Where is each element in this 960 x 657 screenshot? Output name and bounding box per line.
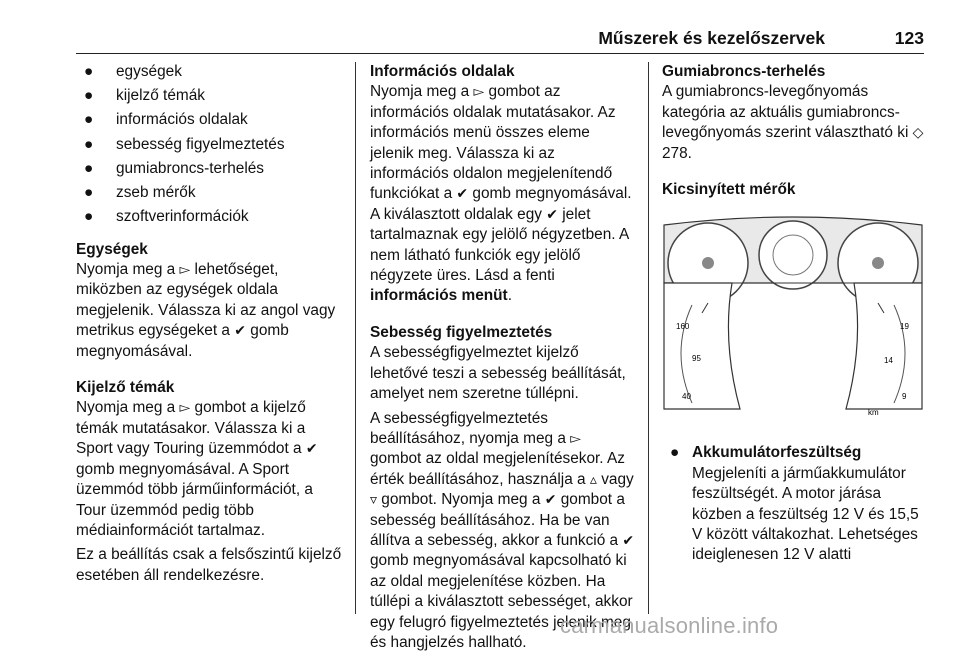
tick-label: 9: [902, 392, 907, 402]
header-rule: [76, 53, 924, 54]
bullet-icon: ●: [84, 208, 94, 226]
tick-label: 14: [884, 356, 893, 366]
column-divider-2: [648, 62, 649, 614]
check-icon: ✔: [234, 323, 246, 340]
list-item: ● sebesség figyelmeztetés: [76, 135, 346, 155]
section-title-tyre-load: Gumiabroncs-terhelés: [662, 63, 826, 80]
down-icon: ▿: [370, 492, 378, 509]
check-icon: ✔: [622, 532, 635, 549]
gauge-icon: [662, 213, 924, 421]
battery-voltage-text: Megjeleníti a járműakkumulátor feszültségét. A motor járása közben a feszültség 12 V és 15,5 V között váltakozhat. Lehetséges ideiglenesen 12 V alatti: [692, 464, 919, 564]
bullet-icon: ●: [84, 111, 94, 129]
arrow-icon: ▻: [473, 84, 485, 101]
check-icon: ✔: [305, 441, 318, 458]
tick-label: 40: [682, 392, 691, 402]
column-divider-1: [355, 62, 356, 614]
paragraph-themes-note: Ez a beállítás csak a felsőszintű kijelző esetében áll rendelkezésre.: [76, 546, 342, 584]
section-title-speed-warning: Sebesség figyelmeztetés: [370, 323, 553, 341]
bullet-icon: ●: [84, 87, 94, 105]
list-item: [662, 443, 924, 565]
paragraph-tyre-load: A gumiabroncs-levegőnyomás kategória az aktuális gumiabroncs-levegőnyomás szerint választható ki ◇ 278.: [662, 83, 924, 162]
list-item: ● szoftverinformációk: [76, 207, 346, 227]
paragraph-speed-warning-steps: A sebességfigyelmeztetés beállításához, nyomja meg a ▻ gombot az oldal megjelenítésekor. Az érték beállításához, használja a ▵ vagy ▿ gombot. Nyomja meg a ✔ gombot a sebesség beállításához. Ha be van állítva a sebesség, akkor a funkció a ✔ gomb megnyomásával kapcsolható ki az oldal megjelenítése közben. Ha túllépi a kiválasztott sebességet, akkor egy felugró figyelmeztetés jelenik meg és hangjelzés hallható.: [370, 409, 635, 651]
tick-label: km: [868, 408, 879, 418]
paragraph-units: Nyomja meg a ▻ lehetőséget, miközben az egységek oldala megjelenik. Válassza ki az angol vagy metrikus egységeket a ✔ gomb megnyomásával.: [76, 261, 336, 360]
arrow-icon: ▻: [179, 400, 191, 417]
page-header: [0, 0, 960, 58]
menu-list: [76, 62, 346, 228]
check-icon: ✔: [456, 186, 469, 203]
arrow-icon: ▻: [570, 430, 581, 447]
arrow-icon: ▻: [179, 262, 191, 279]
page-number: 123: [894, 28, 924, 48]
chapter-title: Műszerek és kezelőszervek: [598, 28, 825, 48]
up-icon: ▵: [589, 471, 597, 488]
paragraph-speed-warning: A sebességfigyelmeztet kijelző lehetővé teszi a sebesség beállítását, amelyet nem szeretne túllépni.: [370, 344, 626, 403]
list-item: ● gumiabroncs-terhelés: [76, 159, 346, 179]
list-item: ● zseb mérők: [76, 183, 346, 203]
list-item: ● kijelző témák: [76, 86, 346, 106]
section-title-info-pages: Információs oldalak: [370, 63, 515, 80]
bullet-icon: ●: [84, 135, 94, 153]
column-3: [662, 62, 924, 570]
instrument-cluster-illustration: [662, 213, 924, 421]
section-title-units: Egységek: [76, 240, 148, 258]
column-1: [76, 62, 346, 590]
check-icon: ✔: [544, 492, 557, 509]
tick-label: 19: [900, 322, 909, 332]
paragraph-info-pages: Nyomja meg a ▻ gombot az információs oldalak mutatásakor. Az információs menü összes eleme jelenik meg. Válassza ki az információs oldalon megjelenítendő funkciókat a ✔ gomb megnyomásával. A kiválasztott oldalak egy ✔ jelet tartalmaznak egy jelölő négyzetben. A nem látható funkciók egy jelölő négyzete üres. Lásd a fenti információs menüt.: [370, 83, 632, 305]
battery-voltage-title: Akkumulátorfeszültség: [692, 444, 862, 462]
list-item: ● egységek: [76, 62, 346, 82]
paragraph-themes: Nyomja meg a ▻ gombot a kijelző témák mutatásakor. Válassza ki a Sport vagy Touring üzemmódot a ✔ gomb megnyomásával. A Sport üzemmód több járműinformációt, a Tour üzemmód pedig több médiainformációt tartalmaz.: [76, 399, 318, 539]
column-2: [370, 62, 635, 657]
watermark: carmanualsonline.info: [560, 613, 779, 638]
bullet-icon: ●: [84, 63, 94, 80]
bullet-icon: ●: [84, 184, 94, 202]
section-title-pocket-gauges: Kicsinyített mérők: [662, 181, 796, 199]
check-icon: ✔: [546, 206, 558, 223]
bullet-icon: ●: [670, 444, 680, 462]
section-title-themes: Kijelző témák: [76, 379, 175, 397]
tick-label: 160: [676, 322, 690, 332]
bullet-icon: ●: [84, 159, 94, 177]
list-item: ● információs oldalak: [76, 110, 346, 130]
tick-label: 95: [692, 354, 701, 364]
reference-icon: ◇: [912, 125, 924, 142]
